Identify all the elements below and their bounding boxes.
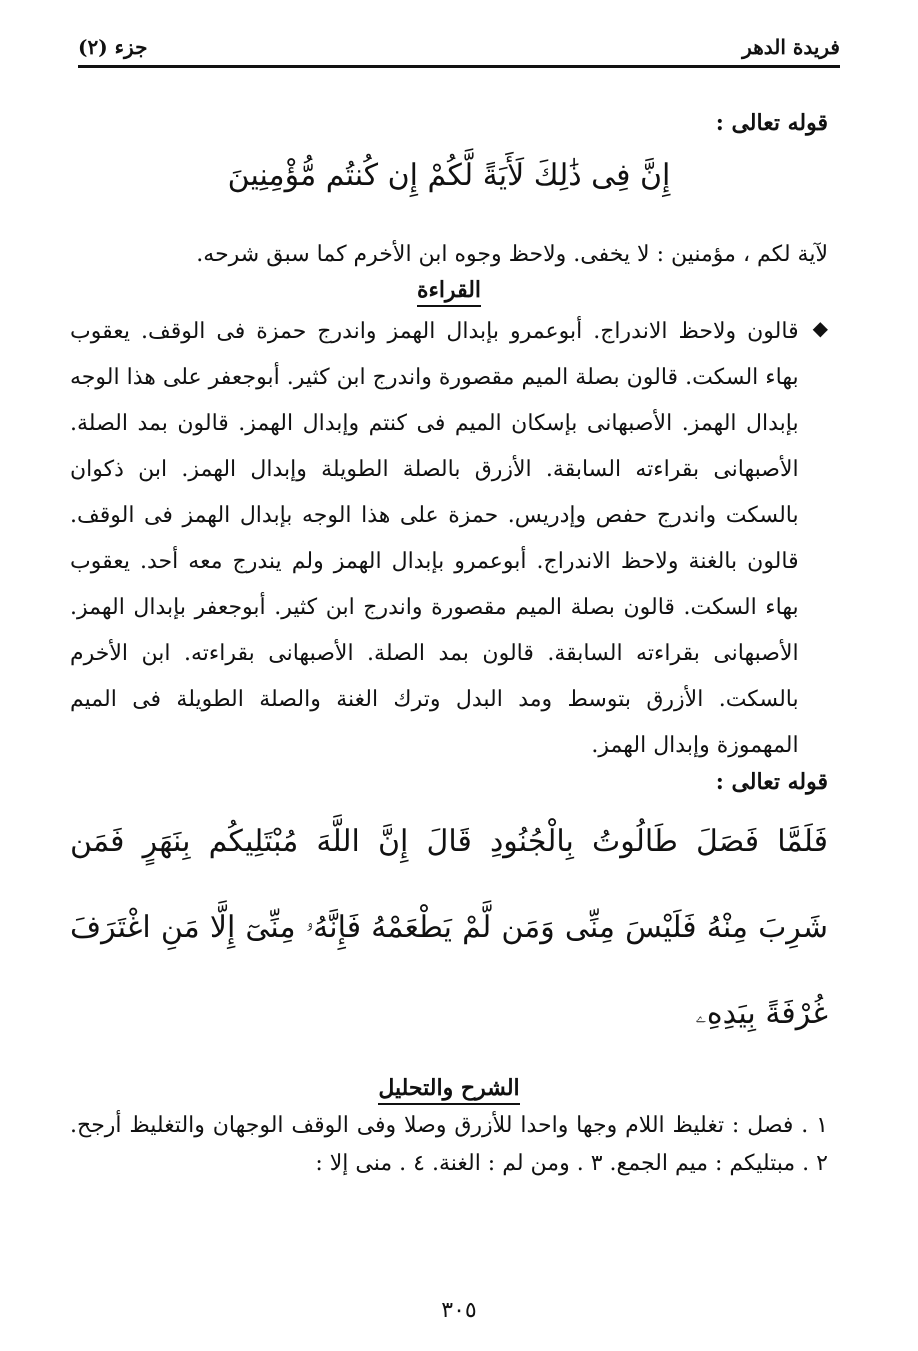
diamond-bullet-icon: ◆ bbox=[812, 316, 828, 341]
qiraa-heading: القراءة bbox=[70, 277, 828, 303]
page-header bbox=[78, 30, 840, 68]
verse-intro-label-2: قوله تعالى : bbox=[715, 769, 828, 796]
book-title: فريدة الدهر bbox=[742, 35, 840, 59]
verse-note: لآية لكم ، مؤمنين : لا يخفى. ولاحظ وجوه ابن الأخرم كما سبق شرحه. bbox=[196, 242, 828, 267]
quran-verse-2: فَلَمَّا فَصَلَ طَالُوتُ بِالْجُنُودِ قَالَ إِنَّ اللَّهَ مُبْتَلِيكُم بِنَهَرٍ فَمَن شَرِبَ مِنْهُ فَلَيْسَ مِنِّى وَمَن لَّمْ يَطْعَمْهُ فَإِنَّهُۥ مِنِّىٓ إِلَّا مَنِ اغْتَرَفَ غُرْفَةً بِيَدِهِۦ bbox=[70, 824, 828, 1032]
volume-label: جزء (٢) bbox=[78, 35, 148, 59]
quran-verse-1: إِنَّ فِى ذَٰلِكَ لَأَيَةً لَّكُمْ إِن كُنتُم مُّؤْمِنِينَ bbox=[227, 158, 671, 193]
sharh-heading: الشرح والتحليل bbox=[70, 1075, 828, 1101]
sharh-text: ١ . فصل : تغليظ اللام وجها واحدا للأزرق وصلا وفى الوقف الوجهان والتغليظ أرجح. ٢ . مبتليكم : ميم الجمع. ٣ . ومن لم : الغنة. ٤ . منى إلا : bbox=[70, 1113, 828, 1176]
verse-intro-label: قوله تعالى : bbox=[715, 110, 828, 136]
qiraa-block bbox=[70, 309, 828, 769]
page-number: ٣٠٥ bbox=[441, 1298, 477, 1323]
page-content bbox=[70, 110, 828, 1182]
qiraa-text: قالون ولاحظ الاندراج. أبوعمرو بإبدال الهمز واندرج حمزة فى الوقف. يعقوب بهاء السكت. قالون بصلة الميم مقصورة واندرج ابن كثير. أبوجعفر على هذا الوجه بإبدال الهمز. الأصبهانى بإسكان الميم فى كنتم وإبدال الهمز. قالون بمد الصلة. الأصبهانى بقراءته السابقة. الأزرق بالصلة الطويلة وإبدال الهمز. ابن ذكوان بالسكت واندرج حفص وإدريس. حمزة على هذا الوجه بإبدال الهمز فى الوقف. قالون بالغنة ولاحظ الاندراج. أبوعمرو بإبدال الهمز ولم يندرج معه أحد. يعقوب بهاء السكت. قالون بصلة الميم مقصورة واندرج ابن كثير. أبوجعفر بإبدال الهمز. الأصبهانى بقراءته السابقة. قالون بمد الصلة. الأصبهانى بقراءته. ابن الأخرم بالسكت. الأزرق بتوسط ومد البدل وترك الغنة والصلة الطويلة فى الميم المهموزة وإبدال الهمز. bbox=[70, 319, 799, 759]
